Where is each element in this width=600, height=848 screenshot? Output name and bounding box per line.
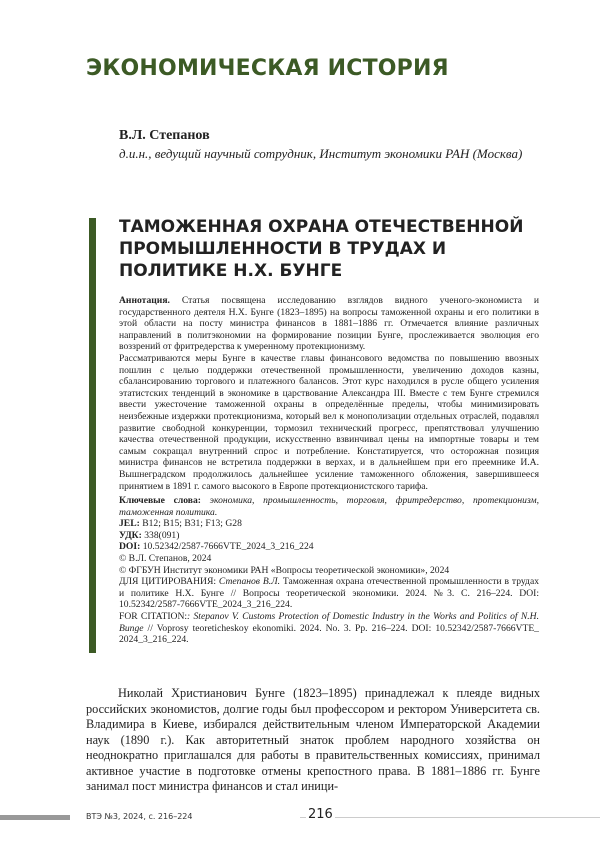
- copyright-publisher: © ФГБУН Институт экономики РАН «Вопросы теоретической экономики», 2024: [119, 564, 450, 576]
- article-title: ТАМОЖЕННАЯ ОХРАНА ОТЕЧЕСТВЕННОЙ ПРОМЫШЛЕННОСТИ В ТРУДАХ И ПОЛИТИКЕ Н.Х. БУНГЕ: [119, 217, 524, 281]
- abstract: [119, 295, 539, 353]
- footer-bar: [0, 815, 70, 820]
- udk: [119, 530, 539, 542]
- udk-code: 338(091): [144, 529, 180, 541]
- citation-ru-text: Таможенная охрана отечественной промышленности в трудах и политике Н.Х. Бунге // Вопросы теоретической экономики. 2024. №3. С. 216–224. DOI: 10.52342/2587-7666VTE_2024_3_216_224.: [119, 576, 539, 611]
- citation-en-text: // Voprosy teoreticheskoy ekonomiki. 2024. No. 3. Pp. 216–224. DOI: 10.52342/2587-7666VTE_ 2024_3_216_224.: [119, 622, 539, 646]
- abstract-text-1: Статья посвящена исследованию взглядов видного ученого-экономиста и государственного деятеля Н.Х. Бунге (1823–1895) на вопросы таможенной охраны и его политики в этой области на посту министра финансов в 1881–1886 гг. Отмечается влияние различных направлений в политэкономии на формирование позиции Бунге, прослеживается эволюция его воззрений от фритредерства к умеренному протекционизму.: [119, 295, 539, 353]
- section-title: ЭКОНОМИЧЕСКАЯ ИСТОРИЯ: [86, 56, 449, 81]
- jel-label: JEL:: [119, 518, 140, 530]
- page-number: 216: [308, 807, 333, 822]
- author-name: В.Л. Степанов: [119, 128, 210, 143]
- doi-value[interactable]: 10.52342/2587-7666VTE_2024_3_216_224: [142, 541, 314, 553]
- body-text: [86, 686, 540, 795]
- citation-en: [119, 611, 539, 646]
- author-affiliation: д.и.н., ведущий научный сотрудник, Институт экономики РАН (Москва): [119, 146, 523, 161]
- keywords: [119, 495, 539, 518]
- abstract-label: Аннотация.: [119, 295, 170, 306]
- jel-codes: B12; B15; B31; F13; G28: [142, 518, 242, 530]
- footer-divider: [300, 817, 600, 818]
- footer-journal-ref: ВТЭ №3, 2024, с. 216–224: [86, 812, 193, 821]
- citation-ru-author: Степанов В.Л.: [218, 576, 281, 588]
- author-block: [119, 128, 539, 162]
- udk-label: УДК:: [119, 529, 142, 541]
- citation-ru: [119, 576, 539, 611]
- accent-bar: [89, 218, 96, 653]
- doi-label: DOI:: [119, 541, 141, 553]
- citation-ru-label: ДЛЯ ЦИТИРОВАНИЯ:: [119, 576, 217, 588]
- citation-en-title: : Stepanov V. Customs Protection of Domestic Industry in the Works and Politics of N.H. Bunge: [119, 611, 539, 634]
- body-paragraph: Николай Христианович Бунге (1823–1895) принадлежал к плеяде видных российских экономистов, долгие годы был профессором и ректором Университета св. Владимира в Киеве, избирался действительным членом Императорской Академии наук (1890 г.). Как авторитетный знаток проблем народного хозяйства он неоднократно приглашался для работы в правительственных комиссиях, принимал активное участие в подготовке отмены крепостного права. В 1881–1886 гг. Бунге занимал пост министра финансов и стал иници-: [86, 686, 540, 793]
- doi: [119, 541, 539, 553]
- keywords-text: экономика, промышленность, торговля, фритредерство, протекционизм, таможенная политика.: [119, 495, 539, 518]
- keywords-label: Ключевые слова:: [119, 495, 201, 507]
- abstract-text-2: Рассматриваются меры Бунге в качестве главы финансового ведомства по повышению ввозных пошлин с целью поддержки отечественной промышленности, увеличению доходов казны, сбалансированию торгового и платежного балансов. Этот курс находился в русле общего усиления этатистских тенденций в экономике в царствование Александра III. Вместе с тем Бунге стремился ввести ужесточение таможенной охраны в определённые пределы, чтобы минимизировать неизбежные издержки протекционизма, который вел к монополизации отдельных отраслей, подавлял развитие свободной конкуренции, тормозил технический прогресс, препятствовал улучшению качества отечественной продукции, искусственно взвинчивал цены на импортные товары и тем самым сокращал внутренний спрос и потребление. Констатируется, что осторожная позиция министра финансов не встретила поддержки в верхах, и в дальнейшем при его преемнике И.А. Вышнеградском продолжилось дальнейшее усиление таможенного обложения, завершившееся принятием в 1891 г. самого высокого в Европе протекционистского тарифа.: [119, 352, 539, 492]
- copyright-author: © В.Л. Степанов, 2024: [119, 553, 212, 565]
- jel: [119, 518, 539, 530]
- citation-en-label: FOR CITATION:: [119, 611, 188, 623]
- article-metadata: [119, 295, 539, 646]
